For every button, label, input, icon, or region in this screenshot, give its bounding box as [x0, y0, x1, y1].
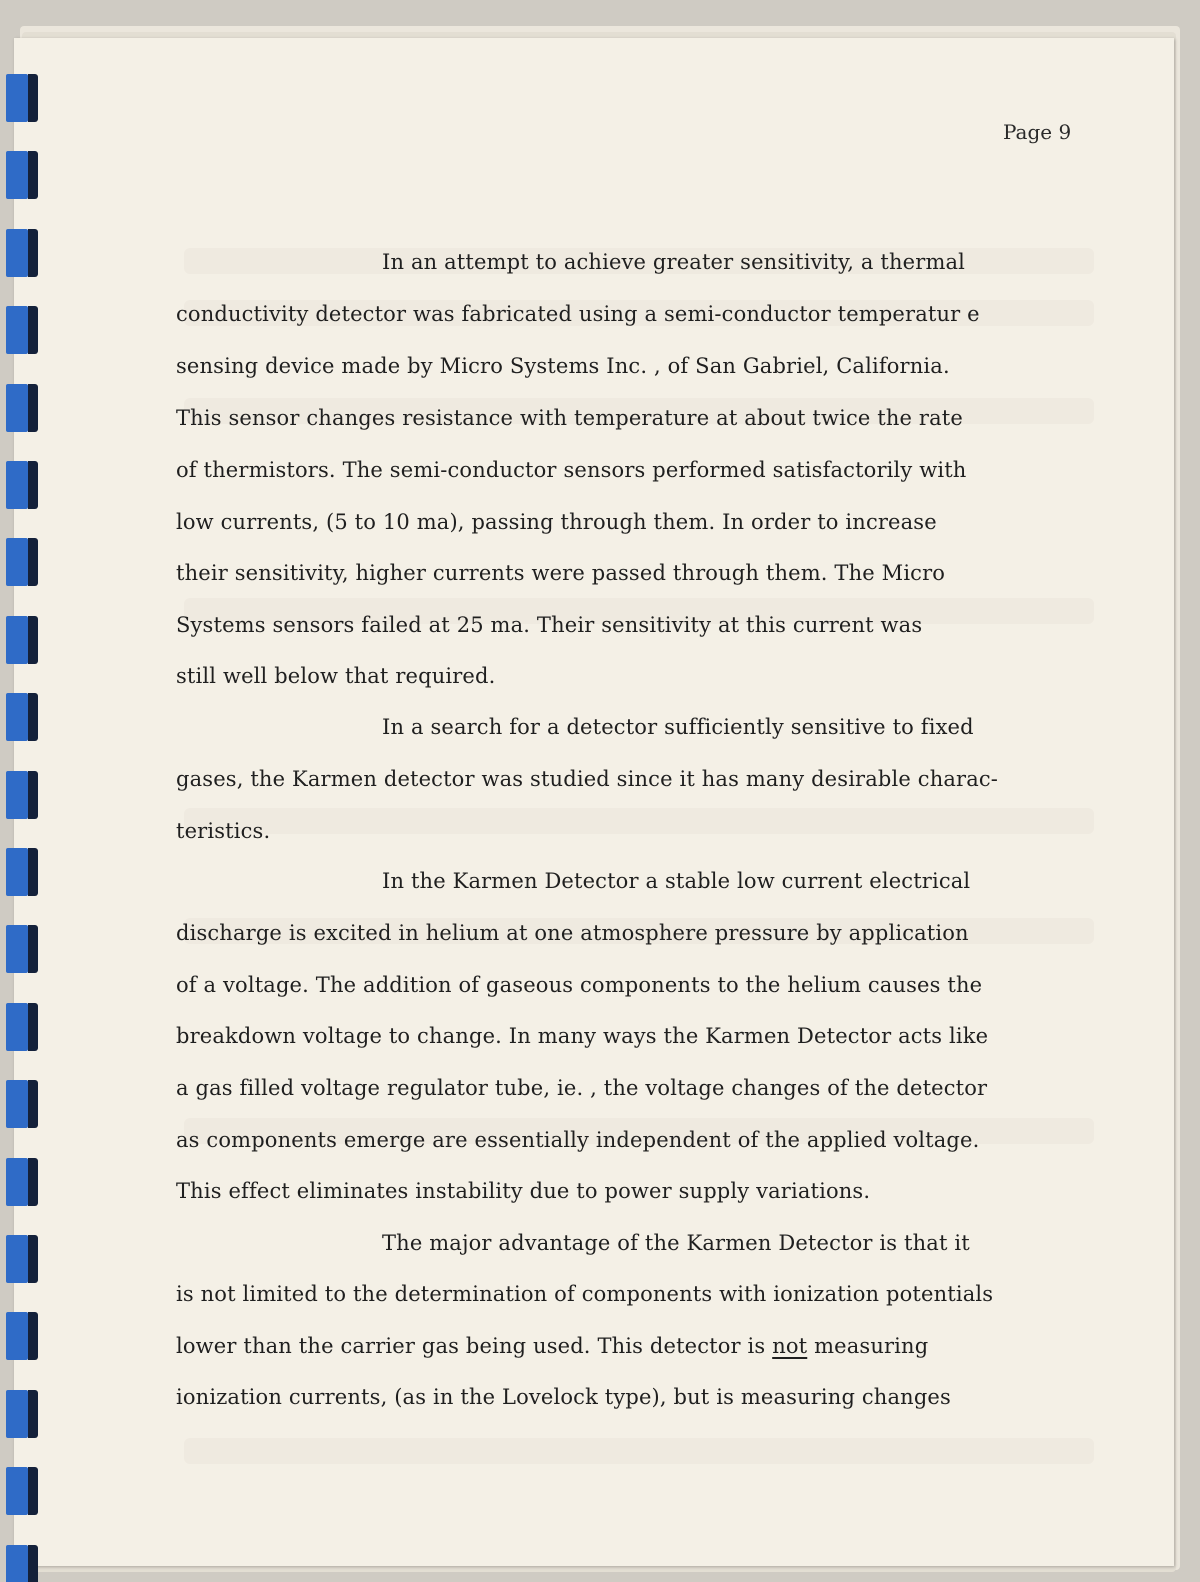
spiral-binding — [0, 0, 40, 1582]
binding-loop-front — [6, 925, 28, 973]
binding-loop-front — [6, 74, 28, 122]
binding-loop-front — [6, 1003, 28, 1051]
binding-loop — [6, 771, 36, 819]
text-line: breakdown voltage to change. In many ways the Karmen Detector acts like — [176, 1024, 989, 1048]
binding-loop-shadow — [28, 1545, 38, 1582]
binding-loop-front — [6, 693, 28, 741]
binding-loop-shadow — [28, 925, 38, 973]
binding-loop-shadow — [28, 1003, 38, 1051]
binding-loop — [6, 1158, 36, 1206]
binding-loop-shadow — [28, 1080, 38, 1128]
binding-loop — [6, 925, 36, 973]
binding-loop — [6, 1390, 36, 1438]
binding-loop — [6, 306, 36, 354]
binding-loop-front — [6, 538, 28, 586]
text-line: Systems sensors failed at 25 ma. Their sensitivity at this current was — [176, 613, 923, 637]
page-number: Page 9 — [1003, 120, 1072, 144]
binding-loop-front — [6, 306, 28, 354]
binding-loop-shadow — [28, 229, 38, 277]
binding-loop — [6, 1312, 36, 1360]
binding-loop-shadow — [28, 306, 38, 354]
text-line: This effect eliminates instability due to power supply variations. — [176, 1179, 871, 1203]
binding-loop — [6, 1545, 36, 1582]
binding-loop — [6, 616, 36, 664]
text-line: gases, the Karmen detector was studied since it has many desirable charac- — [176, 767, 999, 791]
binding-loop — [6, 384, 36, 432]
binding-loop-front — [6, 461, 28, 509]
text-line: In an attempt to achieve greater sensitivity, a thermal — [382, 250, 966, 274]
text-line: their sensitivity, higher currents were passed through them. The Micro — [176, 561, 946, 585]
binding-loop-front — [6, 1467, 28, 1515]
binding-loop — [6, 229, 36, 277]
binding-loop — [6, 848, 36, 896]
text-line: In the Karmen Detector a stable low current electrical — [382, 869, 971, 893]
text-line: is not limited to the determination of components with ionization potentials — [176, 1282, 994, 1306]
text-line: In a search for a detector sufficiently sensitive to fixed — [382, 715, 974, 739]
text-line: still well below that required. — [176, 664, 496, 688]
text-line: This sensor changes resistance with temperature at about twice the rate — [176, 406, 963, 430]
binding-loop-shadow — [28, 771, 38, 819]
bleed-through-mark — [184, 808, 1094, 834]
binding-loop-shadow — [28, 848, 38, 896]
text-line: conductivity detector was fabricated using a semi-conductor temperatur e — [176, 302, 980, 326]
binding-loop-front — [6, 1390, 28, 1438]
binding-loop-shadow — [28, 1467, 38, 1515]
binding-loop-front — [6, 1235, 28, 1283]
binding-loop-shadow — [28, 616, 38, 664]
text-line: discharge is excited in helium at one atmosphere pressure by application — [176, 921, 969, 945]
binding-loop-front — [6, 771, 28, 819]
binding-loop — [6, 1080, 36, 1128]
binding-loop-shadow — [28, 384, 38, 432]
underlined-emphasis: not — [772, 1334, 808, 1358]
binding-loop — [6, 151, 36, 199]
binding-loop-front — [6, 1312, 28, 1360]
binding-loop — [6, 693, 36, 741]
text-run: measuring — [807, 1334, 929, 1358]
text-line: of a voltage. The addition of gaseous components to the helium causes the — [176, 973, 983, 997]
binding-loop-front — [6, 848, 28, 896]
text-line: low currents, (5 to 10 ma), passing through them. In order to increase — [176, 510, 937, 534]
text-line: teristics. — [176, 819, 271, 843]
binding-loop-shadow — [28, 461, 38, 509]
text-line — [176, 1334, 928, 1358]
binding-loop-front — [6, 1545, 28, 1582]
binding-loop — [6, 461, 36, 509]
binding-loop-front — [6, 151, 28, 199]
text-line: as components emerge are essentially independent of the applied voltage. — [176, 1128, 980, 1152]
binding-loop-shadow — [28, 538, 38, 586]
binding-loop-front — [6, 1158, 28, 1206]
binding-loop-shadow — [28, 1390, 38, 1438]
binding-loop — [6, 74, 36, 122]
binding-loop — [6, 1235, 36, 1283]
binding-loop-front — [6, 616, 28, 664]
binding-loop-front — [6, 229, 28, 277]
binding-loop — [6, 538, 36, 586]
text-line: sensing device made by Micro Systems Inc. , of San Gabriel, California. — [176, 354, 950, 378]
text-line: ionization currents, (as in the Lovelock type), but is measuring changes — [176, 1385, 951, 1409]
binding-loop — [6, 1003, 36, 1051]
binding-loop-shadow — [28, 1235, 38, 1283]
binding-loop-shadow — [28, 693, 38, 741]
binding-loop-shadow — [28, 1312, 38, 1360]
text-line: a gas filled voltage regulator tube, ie. , the voltage changes of the detector — [176, 1076, 988, 1100]
text-line: of thermistors. The semi-conductor sensors performed satisfactorily with — [176, 458, 967, 482]
text-run: lower than the carrier gas being used. This detector is — [176, 1334, 766, 1358]
text-line: The major advantage of the Karmen Detector is that it — [382, 1231, 970, 1255]
binding-loop — [6, 1467, 36, 1515]
binding-loop-front — [6, 1080, 28, 1128]
binding-loop-front — [6, 384, 28, 432]
binding-loop-shadow — [28, 74, 38, 122]
binding-loop-shadow — [28, 151, 38, 199]
binding-loop-shadow — [28, 1158, 38, 1206]
bleed-through-mark — [184, 1438, 1094, 1464]
